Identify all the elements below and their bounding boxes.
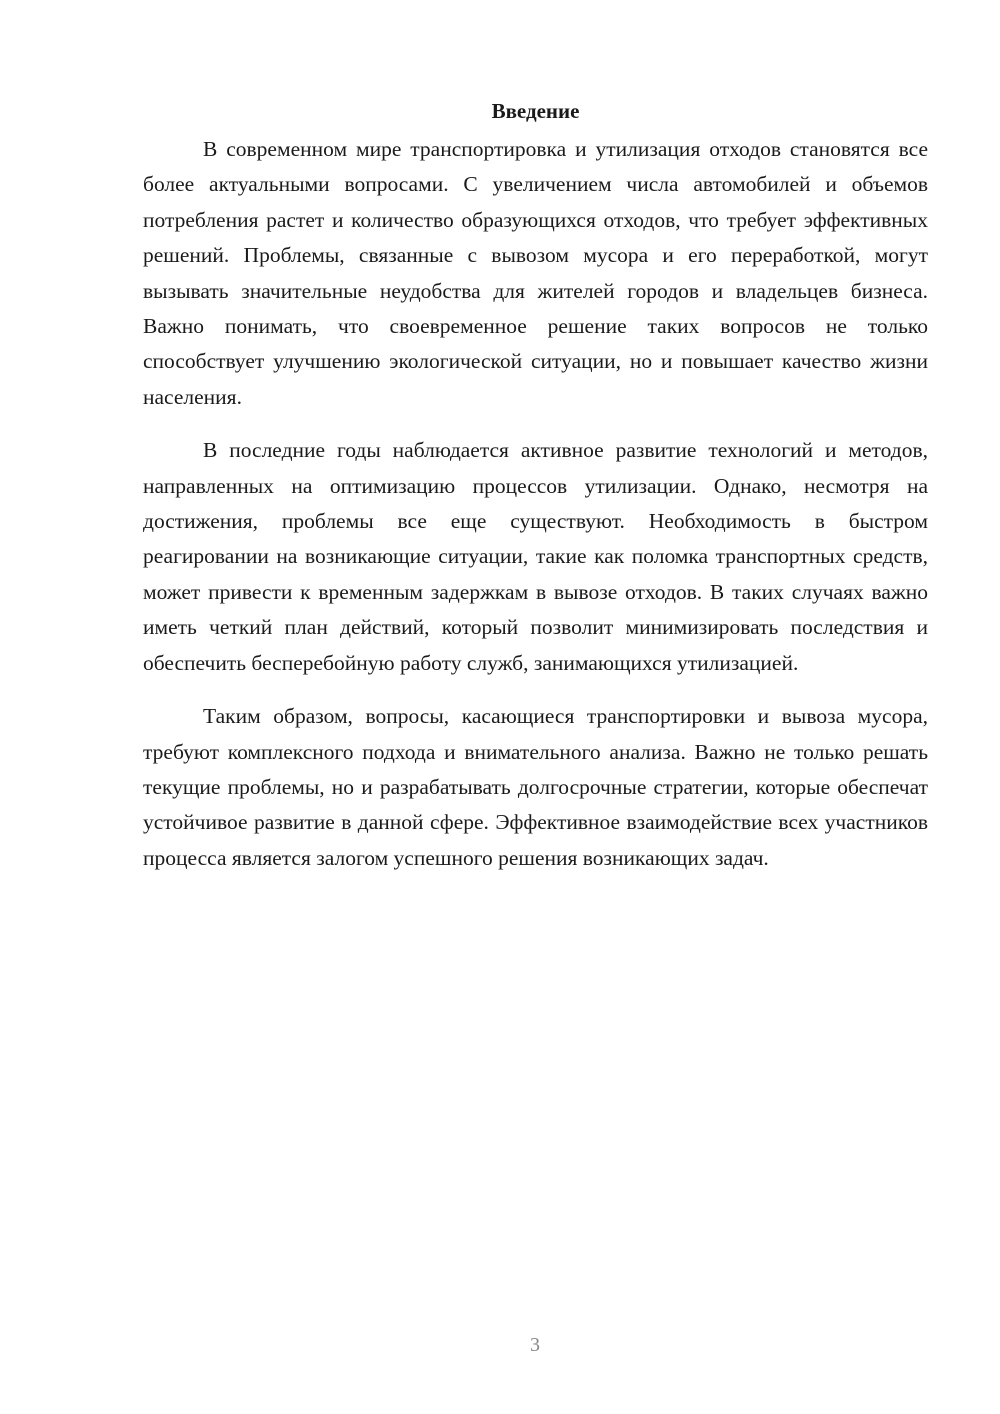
page-number: 3: [530, 1334, 540, 1356]
section-heading: Введение: [491, 99, 580, 123]
paragraph-1: В современном мире транспортировка и утилизация отходов становятся все более актуальными вопросами. С увеличением числа автомобилей и объемов потребления растет и количество образующихся отходов, что требует эффективных решений. Проблемы, связанные с вывозом мусора и его переработкой, могут вызывать значительные неудобства для жителей городов и владельцев бизнеса. Важно понимать, что своевременное решение таких вопросов не только способствует улучшению экологической ситуации, но и повышает качество жизни населения.: [143, 137, 928, 409]
paragraph-2: В последние годы наблюдается активное развитие технологий и методов, направленных на оптимизацию процессов утилизации. Однако, несмотря на достижения, проблемы все еще существуют. Необходимость в быстром реагировании на возникающие ситуации, такие как поломка транспортных средств, может привести к временным задержкам в вывозе отходов. В таких случаях важно иметь четкий план действий, который позволит минимизировать последствия и обеспечить бесперебойную работу служб, занимающихся утилизацией.: [143, 438, 928, 675]
paragraph-3: Таким образом, вопросы, касающиеся транспортировки и вывоза мусора, требуют комплексного подхода и внимательного анализа. Важно не только решать текущие проблемы, но и разрабатывать долгосрочные стратегии, которые обеспечат устойчивое развитие в данной сфере. Эффективное взаимодействие всех участников процесса является залогом успешного решения возникающих задач.: [143, 704, 928, 870]
page-content: [143, 96, 928, 894]
